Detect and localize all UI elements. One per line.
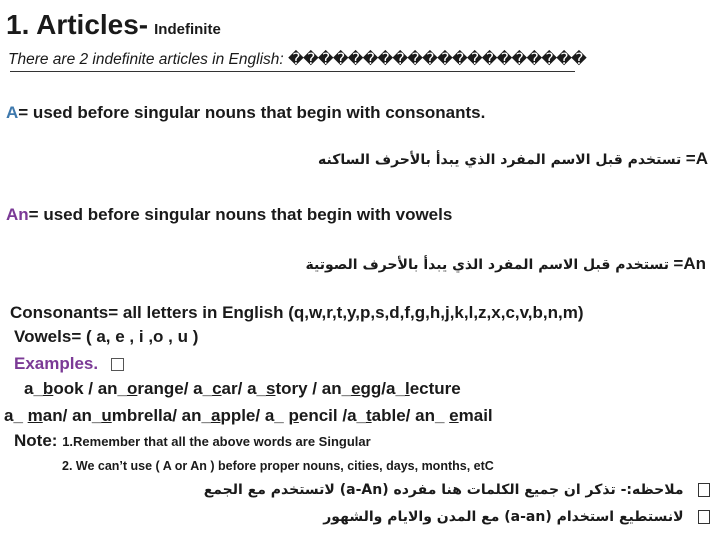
vowels-line bbox=[14, 326, 198, 348]
examples-row-1 bbox=[24, 378, 461, 400]
example-word: an_ email bbox=[415, 406, 493, 425]
example-word: an_apple/ bbox=[181, 406, 265, 425]
vowels-text: Vowels= ( a, e , i ,o , u ) bbox=[14, 327, 199, 346]
note-text: 1.Remember that all the above words are Singular bbox=[62, 434, 371, 449]
examples-label: Examples. bbox=[14, 354, 99, 373]
example-word: a_ pencil / bbox=[264, 406, 348, 425]
bullet-box-icon bbox=[698, 510, 710, 524]
an-arabic-label: =An bbox=[673, 254, 706, 273]
example-word: an_umbrella/ bbox=[72, 406, 182, 425]
note-2: 2. We can’t use ( A or An ) before proper nouns, cities, days, months, etC bbox=[62, 459, 494, 473]
a-rule-text: = used before singular nouns that begin with consonants. bbox=[18, 103, 486, 122]
examples-row-2 bbox=[4, 405, 493, 427]
title-sub: Indefinite bbox=[154, 21, 221, 38]
page-title bbox=[6, 10, 221, 45]
intro-garbled-text: �������������������� bbox=[288, 51, 586, 68]
an-rule bbox=[6, 204, 452, 226]
arabic-note-1 bbox=[204, 481, 710, 499]
arabic-note-2 bbox=[323, 508, 710, 526]
a-arabic-line bbox=[318, 148, 708, 170]
bullet-box-icon bbox=[698, 483, 710, 497]
title-main: 1. Articles- bbox=[6, 9, 149, 40]
intro-underline bbox=[10, 71, 575, 72]
example-word: an_egg/ bbox=[321, 379, 387, 398]
examples-heading bbox=[14, 353, 124, 375]
consonants-line: Consonants= all letters in English (q,w,r,t,y,p,s,d,f,g,h,j,k,l,z,x,c,v,b,n,m) bbox=[10, 303, 584, 322]
example-word: a_lecture bbox=[386, 379, 461, 398]
a-arabic-label: =A bbox=[685, 149, 708, 168]
an-arabic-line bbox=[306, 253, 707, 275]
a-arabic-text: تستخدم قبل الاسم المفرد الذي يبدأ بالأحرف الساكنه bbox=[318, 152, 682, 168]
intro-text: There are 2 indefinite articles in English: bbox=[8, 51, 284, 68]
checkbox-icon bbox=[111, 358, 124, 371]
a-letter: A bbox=[6, 103, 19, 122]
an-rule-text: = used before singular nouns that begin with vowels bbox=[28, 205, 453, 224]
an-letters: An bbox=[6, 205, 29, 224]
note-label: Note: bbox=[14, 431, 58, 450]
example-word: a_book / bbox=[24, 379, 98, 398]
example-word: a_story / bbox=[247, 379, 322, 398]
example-word: a_table/ bbox=[347, 406, 416, 425]
example-word: a_ man/ bbox=[4, 406, 73, 425]
arabic-note-1-text: ملاحظه:- تذكر ان جميع الكلمات هنا مفرده (a-An) لاتستخدم مع الجمع bbox=[203, 482, 684, 498]
a-rule bbox=[6, 102, 485, 124]
arabic-note-2-text: لانستطيع استخدام (a-an) مع المدن والايام والشهور bbox=[323, 509, 684, 525]
intro-line bbox=[8, 50, 586, 70]
example-word: a_car/ bbox=[193, 379, 248, 398]
an-arabic-text: تستخدم قبل الاسم المفرد الذي يبدأ بالأحرف الصوتية bbox=[305, 257, 669, 273]
note-line bbox=[14, 430, 371, 453]
example-word: an_orange/ bbox=[97, 379, 194, 398]
